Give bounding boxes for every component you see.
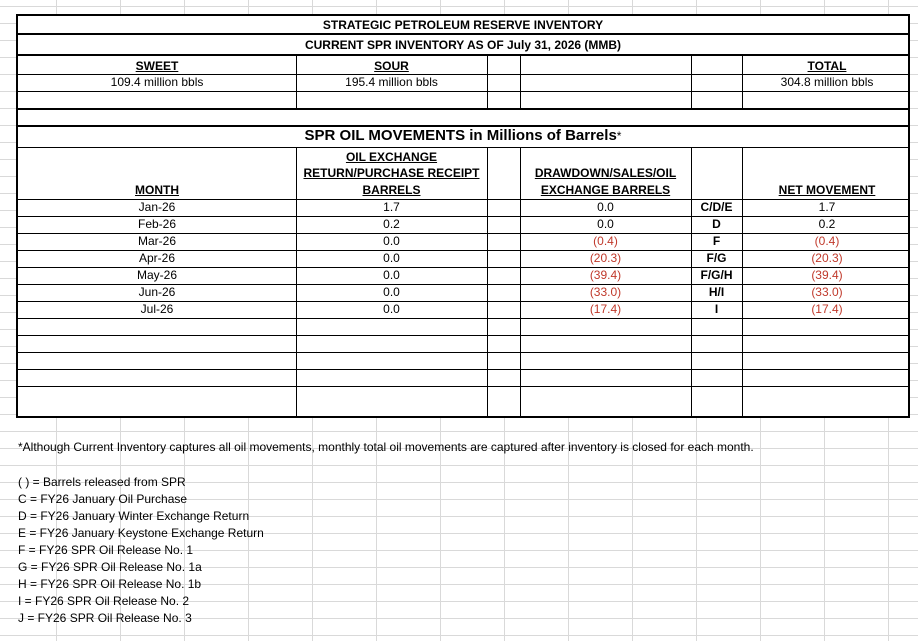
cell-exchange: 0.2 bbox=[383, 217, 400, 231]
footnote: *Although Current Inventory captures all oil movements, monthly total oil movements are captured after inventory is closed for each month. bbox=[18, 440, 754, 454]
row-divider bbox=[18, 386, 908, 387]
cell-exchange: 0.0 bbox=[383, 285, 400, 299]
cell-month: Jul-26 bbox=[140, 302, 174, 316]
cell-month: May-26 bbox=[136, 268, 177, 282]
legend-item: E = FY26 January Keystone Exchange Return bbox=[18, 526, 264, 540]
total-value: 304.8 million bbls bbox=[780, 75, 874, 89]
cell-drawdown: (0.4) bbox=[593, 234, 618, 248]
cell-month: Feb-26 bbox=[137, 217, 177, 231]
cell-code: F/G bbox=[706, 251, 727, 265]
sweet-value: 109.4 million bbls bbox=[110, 75, 204, 89]
movements-title-asterisk: * bbox=[616, 129, 622, 143]
col-exchange-header-line3: BARRELS bbox=[362, 183, 421, 197]
cell-code: D bbox=[712, 217, 721, 231]
cell-net: (0.4) bbox=[814, 234, 840, 248]
legend-item: J = FY26 SPR Oil Release No. 3 bbox=[18, 611, 192, 625]
cell-exchange: 1.7 bbox=[383, 200, 400, 214]
spr-inventory-table bbox=[16, 14, 910, 418]
cell-net: (20.3) bbox=[811, 251, 843, 265]
cell-drawdown: (17.4) bbox=[589, 302, 622, 316]
cell-exchange: 0.0 bbox=[383, 234, 400, 248]
cell-drawdown: (39.4) bbox=[589, 268, 622, 282]
cell-code: H/I bbox=[708, 285, 725, 299]
report-title: STRATEGIC PETROLEUM RESERVE INVENTORY bbox=[322, 18, 604, 32]
row-divider bbox=[18, 369, 908, 370]
col-drawdown-header-line1: DRAWDOWN/SALES/OIL bbox=[534, 166, 677, 180]
legend-item: H = FY26 SPR Oil Release No. 1b bbox=[18, 577, 202, 591]
total-label: TOTAL bbox=[807, 59, 847, 73]
cell-net: 1.7 bbox=[818, 200, 836, 214]
legend-item: D = FY26 January Winter Exchange Return bbox=[18, 509, 250, 523]
inventory-date-subtitle: CURRENT SPR INVENTORY AS OF July 31, 2026 (MMB) bbox=[304, 38, 622, 52]
col-drawdown-header-line2: EXCHANGE BARRELS bbox=[540, 183, 671, 197]
row-divider bbox=[18, 335, 908, 336]
sweet-label: SWEET bbox=[135, 59, 179, 73]
col-exchange-header-line2: RETURN/PURCHASE RECEIPT bbox=[303, 166, 480, 180]
cell-net: 0.2 bbox=[818, 217, 836, 231]
cell-month: Apr-26 bbox=[138, 251, 176, 265]
cell-drawdown: 0.0 bbox=[597, 217, 614, 231]
cell-net: (39.4) bbox=[811, 268, 843, 282]
legend-item: I = FY26 SPR Oil Release No. 2 bbox=[18, 594, 190, 608]
row-divider bbox=[18, 352, 908, 353]
divider bbox=[18, 54, 908, 56]
legend-item: C = FY26 January Oil Purchase bbox=[18, 492, 188, 506]
cell-drawdown: 0.0 bbox=[597, 200, 614, 214]
cell-month: Mar-26 bbox=[137, 234, 176, 248]
cell-code: I bbox=[714, 302, 719, 316]
sour-value: 195.4 million bbls bbox=[345, 75, 438, 89]
legend-item: F = FY26 SPR Oil Release No. 1 bbox=[18, 543, 194, 557]
cell-drawdown: (20.3) bbox=[589, 251, 622, 265]
col-net-header: NET MOVEMENT bbox=[778, 183, 876, 197]
cell-net: (17.4) bbox=[811, 302, 843, 316]
col-exchange-header-line1: OIL EXCHANGE bbox=[345, 150, 438, 164]
cell-code: F bbox=[712, 234, 721, 248]
cell-exchange: 0.0 bbox=[383, 302, 400, 316]
legend-item: ( ) = Barrels released from SPR bbox=[18, 475, 186, 489]
cell-net: (33.0) bbox=[811, 285, 843, 299]
divider bbox=[18, 33, 908, 35]
cell-drawdown: (33.0) bbox=[589, 285, 622, 299]
movements-title bbox=[18, 128, 908, 144]
cell-code: C/D/E bbox=[700, 200, 733, 214]
cell-exchange: 0.0 bbox=[383, 268, 400, 282]
legend-item: G = FY26 SPR Oil Release No. 1a bbox=[18, 560, 202, 574]
cell-month: Jun-26 bbox=[138, 285, 176, 299]
row-divider bbox=[18, 318, 908, 319]
cell-month: Jan-26 bbox=[138, 200, 176, 214]
col-month-header: MONTH bbox=[135, 183, 179, 197]
cell-code: F/G/H bbox=[700, 268, 733, 282]
sour-label: SOUR bbox=[374, 59, 409, 73]
cell-exchange: 0.0 bbox=[383, 251, 400, 265]
movements-title-text: SPR OIL MOVEMENTS in Millions of Barrels bbox=[304, 127, 617, 144]
